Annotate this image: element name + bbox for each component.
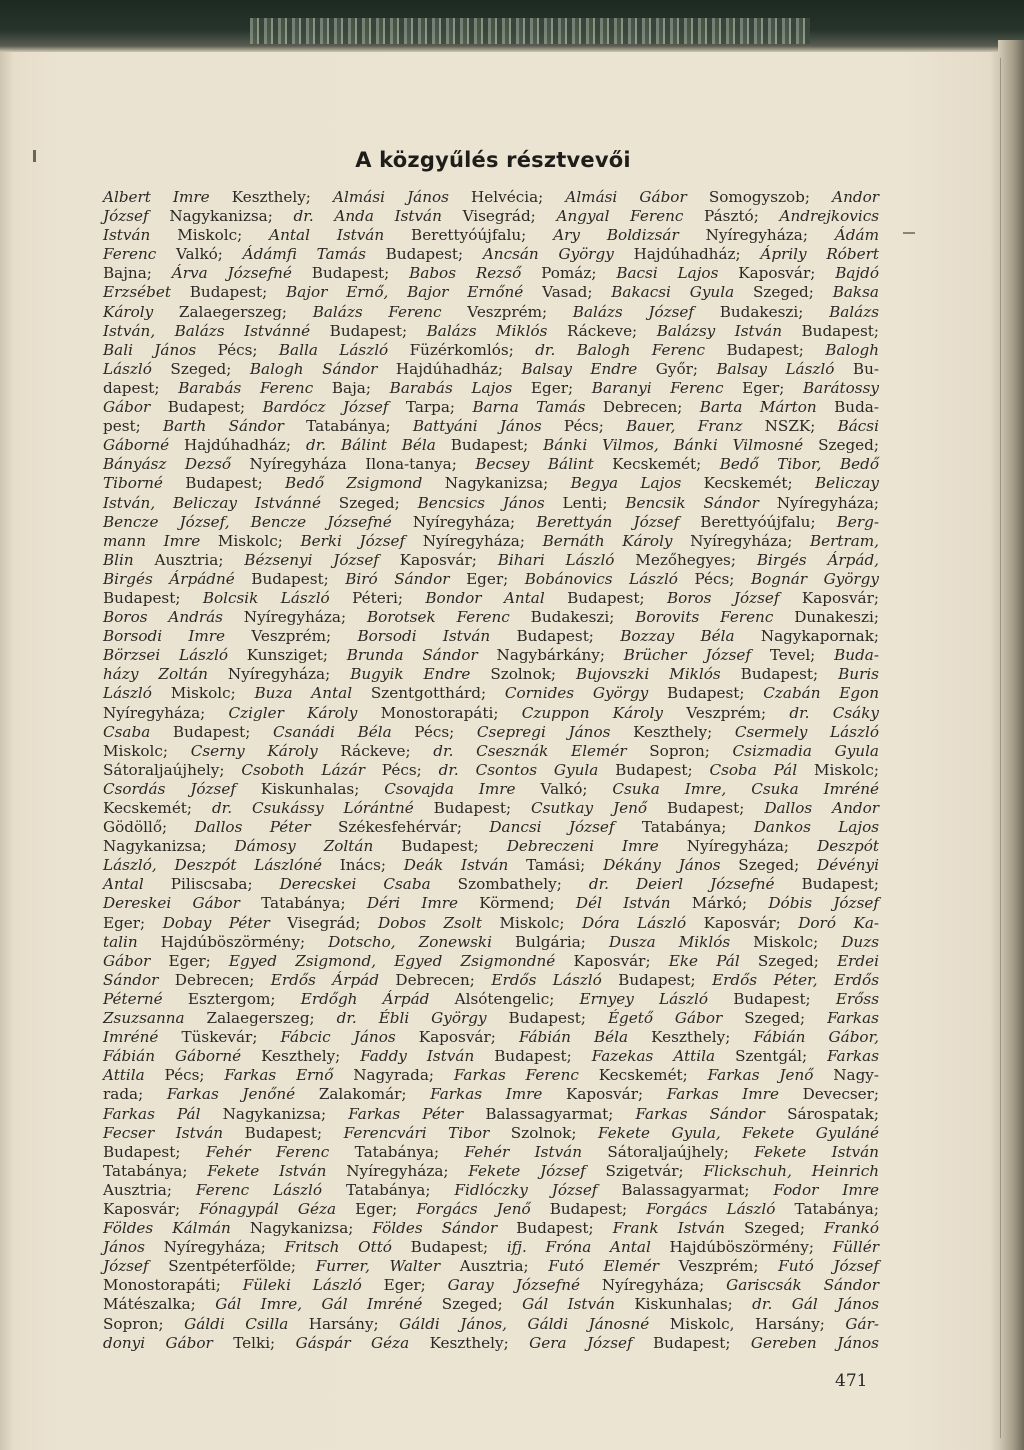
text-line: Kecskemét; dr. Csukássy Lórántné Budapest; Csutkay Jenő Budapest; Dallos Andor xyxy=(103,799,879,817)
text-line: dapest; Barabás Ferenc Baja; Barabás Lajos Eger; Baranyi Ferenc Eger; Barátossy xyxy=(103,378,879,397)
text-line: János Nyíregyháza; Fritsch Ottó Budapest; ifj. Fróna Antal Hajdúböszörmény; Füllér xyxy=(103,1238,879,1257)
scan-top-edge xyxy=(0,0,1024,52)
text-line: Borsodi Imre Veszprém; Borsodi István Budapest; Bozzay Béla Nagykapornak; xyxy=(103,627,880,646)
text-line: Imréné Tüskevár; Fábcic János Kaposvár; Fábián Béla Keszthely; Fábián Gábor, xyxy=(103,1028,879,1047)
text-line: Kaposvár; Fónagypál Géza Eger; Forgács Jenő Budapest; Forgács László Tatabánya; xyxy=(103,1199,879,1218)
text-line: pest; Barth Sándor Tatabánya; Battyáni János Pécs; Bauer, Franz NSZK; Bácsi xyxy=(103,417,879,436)
text-line: rada; Farkas Jenőné Zalakomár; Farkas Imre Kaposvár; Farkas Imre Devecser; xyxy=(103,1085,880,1104)
text-line: Antal Piliscsaba; Derecskei Csaba Szombathely; dr. Deierl Józsefné Budapest; xyxy=(103,875,879,894)
text-line: Gödöllő; Dallos Péter Székesfehérvár; Dancsi József Tatabánya; Dankos Lajos xyxy=(103,818,880,837)
text-line: Sátoraljaújhely; Csoboth Lázár Pécs; dr. Csontos Gyula Budapest; Csoba Pál Miskolc; xyxy=(103,760,879,779)
text-line: Gáborné Hajdúhadház; dr. Bálint Béla Budapest; Bánki Vilmos, Bánki Vilmosné Szeged; xyxy=(103,436,880,455)
text-line: Sándor Debrecen; Erdős Árpád Debrecen; Erdős László Budapest; Erdős Péter, Erdős xyxy=(103,970,879,989)
text-line: Gábor Eger; Egyed Zsigmond, Egyed Zsigmondné Kaposvár; Eke Pál Szeged; Erdei xyxy=(103,951,879,970)
text-line: Tiborné Budapest; Bedő Zsigmond Nagykanizsa; Begya Lajos Kecskemét; Beliczay xyxy=(103,474,880,493)
text-line: Nagykanizsa; Dámosy Zoltán Budapest; Debreczeni Imre Nyíregyháza; Deszpót xyxy=(103,837,879,856)
text-line: Dereskei Gábor Tatabánya; Déri Imre Körmend; Dél István Márkó; Dóbis József xyxy=(103,894,879,913)
text-line: Ausztria; Ferenc László Tatabánya; Fidlóczky József Balassagyarmat; Fodor Imre xyxy=(103,1180,880,1199)
text-line: István Miskolc; Antal István Berettyóújfalu; Ary Boldizsár Nyíregyháza; Ádám xyxy=(103,226,879,245)
text-line: Csaba Budapest; Csanádi Béla Pécs; Csepregi János Keszthely; Csermely László xyxy=(103,722,879,741)
page-number: 471 xyxy=(835,1371,868,1391)
text-line: Boros András Nyíregyháza; Borotsek Ferenc Budakeszi; Borovits Ferenc Dunakeszi; xyxy=(103,608,879,627)
text-line: Bencze József, Bencze Józsefné Nyíregyháza; Berettyán József Berettyóújfalu; Berg- xyxy=(103,512,879,531)
text-line: László Szeged; Balogh Sándor Hajdúhadház; Balsay Endre Győr; Balsay László Bu- xyxy=(103,359,879,378)
text-line: Blin Ausztria; Bézsenyi József Kaposvár; Bihari László Mezőhegyes; Birgés Árpád, xyxy=(103,550,879,569)
text-line: Fecser István Budapest; Ferencvári Tibor Szolnok; Fekete Gyula, Fekete Gyuláné xyxy=(103,1123,879,1142)
text-line: Budapest; Fehér Ferenc Tatabánya; Fehér István Sátoraljaújhely; Fekete István xyxy=(103,1142,879,1161)
text-line: házy Zoltán Nyíregyháza; Bugyik Endre Szolnok; Bujovszki Miklós Budapest; Buris xyxy=(103,665,879,684)
text-line: Birgés Árpádné Budapest; Biró Sándor Eger; Bobánovics László Pécs; Bognár György xyxy=(103,569,879,588)
text-line: Péterné Esztergom; Erdőgh Árpád Alsótengelic; Ernyey László Budapest; Erőss xyxy=(103,989,879,1008)
text-line: Nyíregyháza; Czigler Károly Monostorapáti; Czuppon Károly Veszprém; dr. Csáky xyxy=(103,703,879,722)
page-edge-line xyxy=(1000,58,1001,1438)
book-spine-edge xyxy=(998,40,1024,1450)
text-line: László, Deszpót Lászlóné Inács; Deák István Tamási; Dékány János Szeged; Dévényi xyxy=(103,856,879,875)
text-line: Tatabánya; Fekete István Nyíregyháza; Fekete József Szigetvár; Flickschuh, Heinrich xyxy=(103,1161,879,1180)
text-line: Zsuzsanna Zalaegerszeg; dr. Ébli György Budapest; Égető Gábor Szeged; Farkas xyxy=(103,1009,879,1028)
text-line: Károly Zalaegerszeg; Balázs Ferenc Veszprém; Balázs József Budakeszi; Balázs xyxy=(103,302,880,321)
text-line: Ferenc Valkó; Ádámfi Tamás Budapest; Ancsán György Hajdúhadház; Áprily Róbert xyxy=(103,245,880,264)
text-line: Mátészalka; Gál Imre, Gál Imréné Szeged; Gál István Kiskunhalas; dr. Gál János xyxy=(103,1295,880,1314)
text-line: Sopron; Gáldi Csilla Harsány; Gáldi János, Gáldi Jánosné Miskolc, Harsány; Gár- xyxy=(103,1314,879,1333)
text-line: István, Beliczay Istvánné Szeged; Bencsics János Lenti; Bencsik Sándor Nyíregyháza; xyxy=(103,493,879,512)
text-line: Monostorapáti; Füleki László Eger; Garay Józsefné Nyíregyháza; Gariscsák Sándor xyxy=(103,1276,879,1295)
margin-dash xyxy=(903,232,915,234)
text-line: Gábor Budapest; Bardócz József Tarpa; Barna Tamás Debrecen; Barta Márton Buda- xyxy=(103,398,879,417)
text-line: Börzsei László Kunsziget; Brunda Sándor Nagybárkány; Brücher József Tevel; Buda- xyxy=(103,646,879,665)
text-line: Földes Kálmán Nagykanizsa; Földes Sándor Budapest; Frank István Szeged; Frankó xyxy=(103,1219,879,1238)
text-line: István, Balázs Istvánné Budapest; Balázs Miklós Ráckeve; Balázsy István Budapest; xyxy=(103,321,879,340)
text-line: László Miskolc; Buza Antal Szentgotthárd; Cornides György Budapest; Czabán Egon xyxy=(103,684,880,703)
text-line: Budapest; Bolcsik László Péteri; Bondor Antal Budapest; Boros József Kaposvár; xyxy=(103,588,879,607)
page-title: A közgyűlés résztvevői xyxy=(355,148,631,172)
text-line: Farkas Pál Nagykanizsa; Farkas Péter Balassagyarmat; Farkas Sándor Sárospatak; xyxy=(103,1104,879,1123)
text-line: József Szentpéterfölde; Furrer, Walter Ausztria; Futó Elemér Veszprém; Futó József xyxy=(103,1257,879,1276)
text-line: talin Hajdúböszörmény; Dotscho, Zonewski Bulgária; Dusza Miklós Miskolc; Duzs xyxy=(103,932,880,951)
text-line: Csordás József Kiskunhalas; Csovajda Imre Valkó; Csuka Imre, Csuka Imréné xyxy=(103,779,880,798)
text-line: Bányász Dezső Nyíregyháza Ilona-tanya; Becsey Bálint Kecskemét; Bedő Tibor, Bedő xyxy=(103,455,879,474)
text-line: donyi Gábor Telki; Gáspár Géza Keszthely; Gera József Budapest; Gereben János xyxy=(103,1333,879,1352)
text-line: Miskolc; Cserny Károly Ráckeve; dr. Csesznák Elemér Sopron; Csizmadia Gyula xyxy=(103,741,879,760)
text-line: József Nagykanizsa; dr. Anda István Visegrád; Angyal Ferenc Pásztó; Andrejkovics xyxy=(103,207,880,226)
participant-list xyxy=(103,188,879,1353)
text-line: Albert Imre Keszthely; Almási János Helvécia; Almási Gábor Somogyszob; Andor xyxy=(103,188,879,206)
text-line: Bajna; Árva Józsefné Budapest; Babos Rezső Pomáz; Bacsi Lajos Kaposvár; Bajdó xyxy=(103,264,879,283)
text-line: Eger; Dobay Péter Visegrád; Dobos Zsolt Miskolc; Dóra László Kaposvár; Doró Ka- xyxy=(103,913,880,932)
text-line: Attila Pécs; Farkas Ernő Nagyrada; Farkas Ferenc Kecskemét; Farkas Jenő Nagy- xyxy=(103,1066,880,1085)
text-line: Bali János Pécs; Balla László Füzérkomlós; dr. Balogh Ferenc Budapest; Balogh xyxy=(103,340,880,359)
text-line: Fábián Gáborné Keszthely; Faddy István Budapest; Fazekas Attila Szentgál; Farkas xyxy=(103,1047,880,1066)
text-line: mann Imre Miskolc; Berki József Nyíregyháza; Bernáth Károly Nyíregyháza; Bertram, xyxy=(103,531,880,550)
margin-mark xyxy=(33,150,36,162)
text-line: Erzsébet Budapest; Bajor Ernő, Bajor Ernőné Vasad; Bakacsi Gyula Szeged; Baksa xyxy=(103,283,879,302)
